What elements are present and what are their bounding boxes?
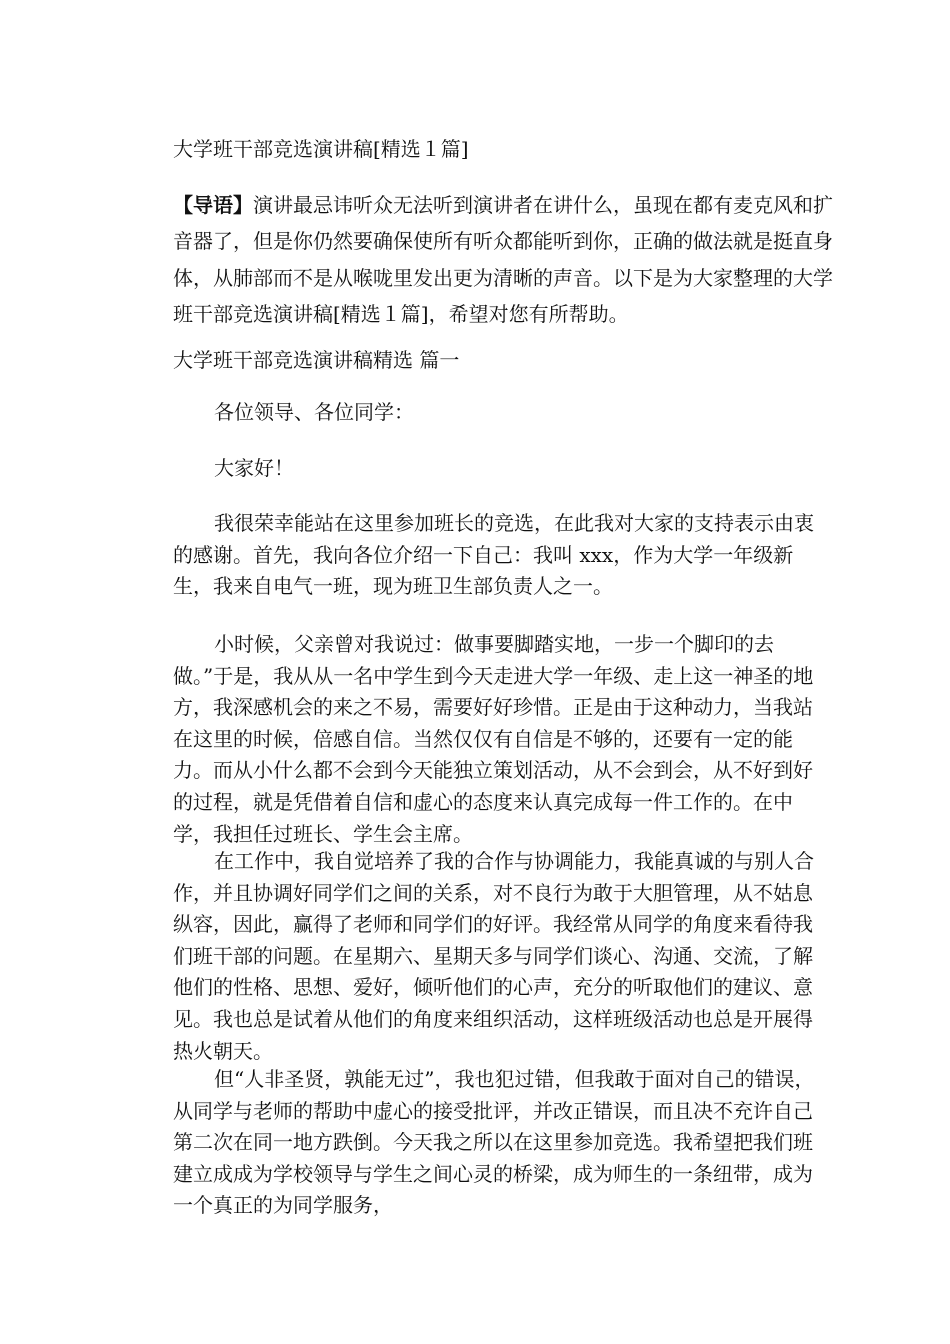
intro-text: 演讲最忌讳听众无法听到演讲者在讲什么，虽现在都有麦克风和扩音器了，但是你仍然要确保使所有听众都能听到你，正确的做法就是挺直身体，从肺部而不是从喉咙里发出更为清晰的声音。以下是为大家整理的大学班干部竞选演讲稿[精选１篇]，希望对您有所帮助。 [173,193,833,326]
intro-paragraph [173,187,833,332]
intro-label: 【导语】 [173,193,253,217]
body-paragraph: 我很荣幸能站在这里参加班长的竞选，在此我对大家的支持表示由衷的感谢。首先，我向各位介绍一下自己：我叫 xxx，作为大学一年级新生，我来自电气一班，现为班卫生部负责人之一。 [173,511,814,599]
section-title: 大学班干部竞选演讲稿精选 篇一 [173,348,460,372]
body-paragraph: 在工作中，我自觉培养了我的合作与协调能力，我能真诚的与别人合作，并且协调好同学们之间的关系，对不良行为敢于大胆管理，从不姑息纵容，因此，赢得了老师和同学们的好评。我经常从同学的角度来看待我们班干部的问题。在星期六、星期天多与同学们谈心、沟通、交流，了解他们的性格、思想、爱好，倾听他们的心声，充分的听取他们的建议、意见。我也总是试着从他们的角度来组织活动，这样班级活动也总是开展得热火朝天。 [173,849,814,1063]
body-paragraph: 小时候，父亲曾对我说过：做事要脚踏实地，一步一个脚印的去做。”于是，我从从一名中学生到今天走进大学一年级、走上这一神圣的地方，我深感机会的来之不易，需要好好珍惜。正是由于这种动力，当我站在这里的时候，倍感自信。当然仅仅有自信是不够的，还要有一定的能力。而从小什么都不会到今天能独立策划活动，从不会到会，从不好到好的过程，就是凭借着自信和虚心的态度来认真完成每一件工作的。在中学，我担任过班长、学生会主席。 [173,632,814,846]
document-title: 大学班干部竞选演讲稿[精选１篇] [173,137,469,161]
body-paragraph: 但“人非圣贤，孰能无过”，我也犯过错，但我敢于面对自己的错误，从同学与老师的帮助中虚心的接受批评，并改正错误，而且决不充许自己第二次在同一地方跌倒。今天我之所以在这里参加竞选。我希望把我们班建立成成为学校领导与学生之间心灵的桥梁，成为师生的一条纽带，成为一个真正的为同学服务， [173,1067,815,1218]
greeting: 大家好！ [214,456,294,480]
salutation: 各位领导、各位同学： [214,400,414,424]
